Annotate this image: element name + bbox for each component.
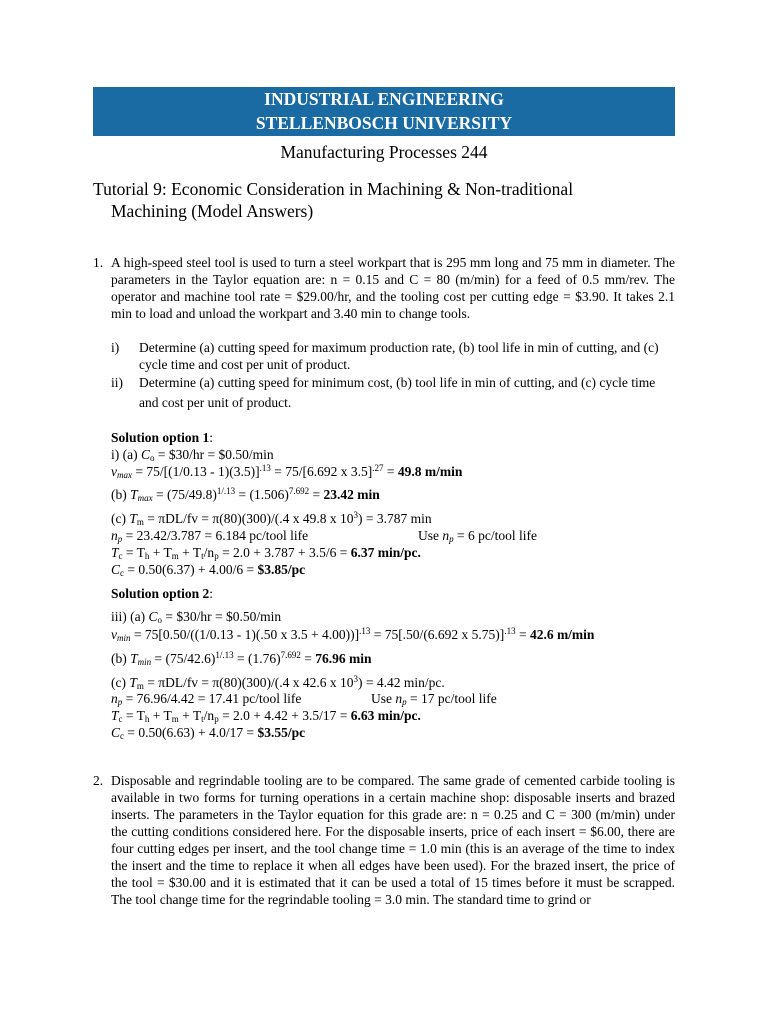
solution-2-np: $n_p = 76.96/4.42 = 17.41$ pc/tool life Use $n_p = 17$ pc/tool life <box>111 691 497 707</box>
part-text: Determine (a) cutting speed for maximum production rate, (b) tool life in min of cutting, and (c) cycle time and cost per unit of product. <box>139 340 659 372</box>
solution-2-heading: Solution option 2: <box>111 586 214 601</box>
part-label: i) <box>111 340 120 355</box>
solution-1-tmax: (b) $T_{max} = (75/49.8)^{1/.13} = (1.506)^{7.692} = 23.42$ min <box>111 486 380 503</box>
solution-1-vmax: $v_{max} = 75/[(1/0.13 - 1)(3.5)]^{.13} = 75/[6.692$ x 3.5]$^{.27}$ = 49.8 m/min <box>111 463 463 480</box>
question-1 <box>93 254 675 322</box>
department-name: INDUSTRIAL ENGINEERING <box>264 89 504 109</box>
solution-1-tm: (c) $T_m = \pi DL/fv = \pi(80)(300)/(.4$ x 49.8 x $10^3) = 3.787$ min <box>111 510 432 527</box>
solution-1-line-a: i) (a) $C_o$ = $30/hr = $0.50/min <box>111 447 274 463</box>
tutorial-title-line1: Tutorial 9: Economic Consideration in Machining & Non-traditional <box>93 179 574 199</box>
solution-2-tmin: (b) $T_{min} = (75/42.6)^{1/.13} = (1.76)^{7.692} = 76.96$ min <box>111 650 372 667</box>
solution-2-tm: (c) $T_m = \pi DL/fv = \pi(80)(300)/(.4$ x 42.6 x $10^3) = 4.42$ min/pc. <box>111 674 445 691</box>
question-1-part-ii <box>111 373 675 413</box>
question-1-part-i <box>111 339 675 373</box>
solution-2-vmin: $v_{min} = 75[0.50/((1/0.13 - 1)(.50$ x 3.5 + 4.00))]$^{.13}$ = 75[.50/(6.692 x 5.75)]$^{.13}$ = 42.6 m/min <box>111 626 595 643</box>
course-title: Manufacturing Processes 244 <box>280 142 488 162</box>
question-number: 1. <box>93 255 104 270</box>
question-text: Disposable and regrindable tooling are to be compared. The same grade of cemented carbide tooling is available in two forms for turning operations in a certain machine shop: disposable inserts and brazed inserts. The parameters in the Taylor equation for this grade are: n = 0.25 and C = 300 (m/min) under the cutting conditions considered here. For the disposable inserts, price of each insert = $6.00, there are four cutting edges per insert, and the tool change time = 1.0 min (this is an average of the time to index the insert and the time to replace it when all edges have been used). For the brazed insert, the price of the tool = $30.00 and it is estimated that it can be used a total of 15 times before it must be scrapped. The tool change time for the regrindable tooling = 3.0 min. The standard time to grind or <box>111 773 675 907</box>
solution-1-tc: $T_c = T_h + T_m + T_t/n_p = 2.0 + 3.787 + 3.5/6 = 6.37$ min/pc. <box>111 545 421 561</box>
solution-2-line-a: iii) (a) $C_o$ = $30/hr = $0.50/min <box>111 609 282 625</box>
solution-2-cc: $C_c = 0.50(6.63) + 4.0/17$ = $3.55/pc <box>111 725 306 741</box>
tutorial-title-line2: Machining (Model Answers) <box>111 201 314 221</box>
part-text: Determine (a) cutting speed for minimum cost, (b) tool life in min of cutting, and (c) cycle time and cost per unit of product. <box>139 375 656 410</box>
department-banner <box>93 87 675 136</box>
solution-1-heading: Solution option 1: <box>111 430 214 445</box>
solution-2-tc: $T_c = T_h + T_m + T_t/n_p = 2.0 + 4.42 + 3.5/17 = 6.63$ min/pc. <box>111 708 421 724</box>
part-label: ii) <box>111 375 123 390</box>
solution-1-np: $n_p = 23.42/3.787 = 6.184$ pc/tool life Use $n_p = 6$ pc/tool life <box>111 528 537 544</box>
university-name: STELLENBOSCH UNIVERSITY <box>255 113 513 133</box>
question-text: A high-speed steel tool is used to turn a steel workpart that is 295 mm long and 75 mm in diameter. The parameters in the Taylor equation are: n = 0.15 and C = 80 (m/min) for a feed of 0.5 mm/rev. The operator and machine tool rate = $29.00/hr, and the tooling cost per cutting edge = $3.90. It takes 2.1 min to load and unload the workpart and 3.40 min to change tools. <box>111 255 675 321</box>
tutorial-title <box>93 178 675 222</box>
question-2 <box>93 772 675 908</box>
question-number: 2. <box>93 773 104 788</box>
solution-1-cc: $C_c = 0.50(6.37) + 4.00/6$ = $3.85/pc <box>111 562 306 578</box>
